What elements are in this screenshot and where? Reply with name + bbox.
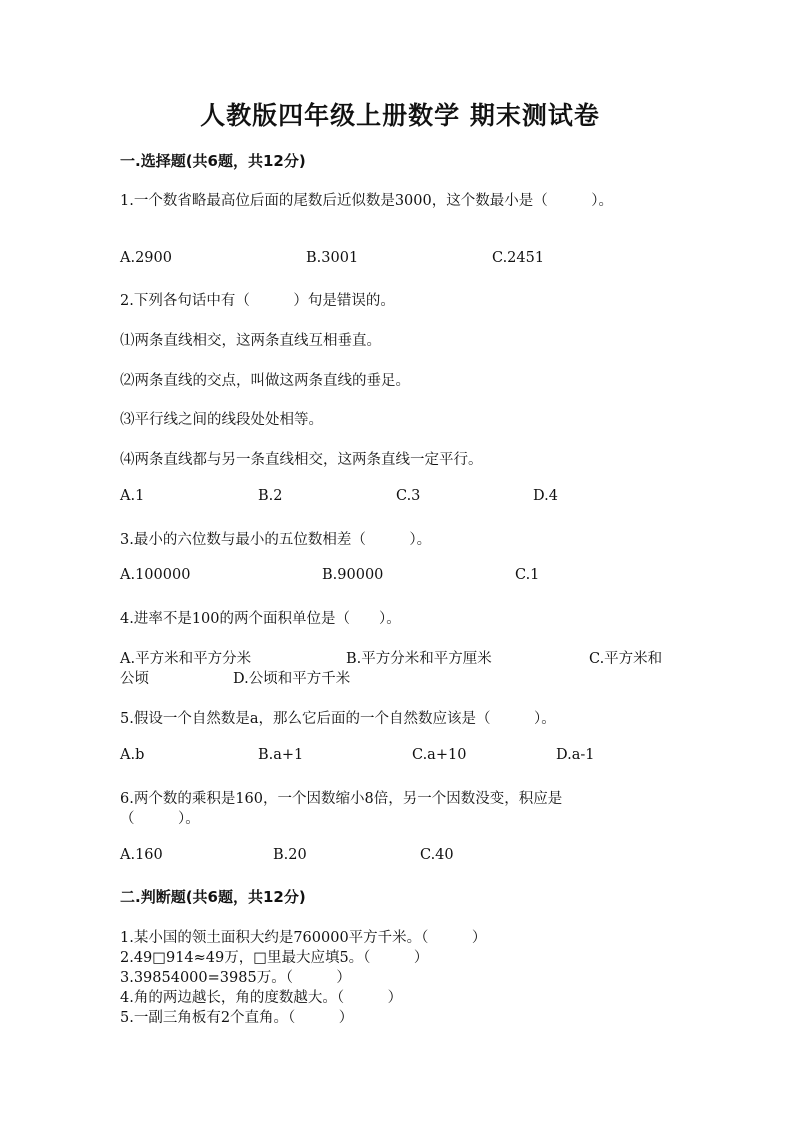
option-d: D.4 — [533, 488, 558, 504]
option-c: C.a+10 — [412, 747, 467, 763]
page-title: 人教版四年级上册数学 期末测试卷 — [200, 101, 600, 130]
option-c: C.平方米和 — [589, 651, 663, 667]
option-a: A.2900 — [120, 250, 172, 266]
option-b: B.a+1 — [258, 747, 304, 763]
section-heading-true-false: 二.判断题(共6题，共12分) — [120, 888, 306, 906]
option-c-continued: 公顷 — [120, 671, 149, 687]
question-stem: 6.两个数的乘积是160，一个因数缩小8倍，另一个因数没变，积应是 — [120, 791, 563, 807]
option-c: C.3 — [396, 488, 421, 504]
option-b: B.20 — [273, 847, 307, 863]
statement-4: ⑷两条直线都与另一条直线相交，这两条直线一定平行。 — [120, 452, 483, 468]
option-b: B.3001 — [306, 250, 359, 266]
option-a: A.160 — [120, 847, 163, 863]
option-c: C.1 — [515, 567, 540, 583]
question-stem: 3.最小的六位数与最小的五位数相差（ ）。 — [120, 532, 432, 548]
option-b: B.90000 — [322, 567, 384, 583]
option-b: B.平方分米和平方厘米 — [346, 651, 492, 667]
option-a: A.b — [120, 747, 145, 763]
option-d: D.a-1 — [556, 747, 595, 763]
judgement-item: 1.某小国的领土面积大约是760000平方千米。（ ） — [120, 930, 487, 946]
option-c: C.2451 — [492, 250, 545, 266]
question-stem: 5.假设一个自然数是a，那么它后面的一个自然数应该是（ ）。 — [120, 711, 556, 727]
option-a: A.平方米和平方分米 — [120, 651, 252, 667]
question-stem: 4.进率不是100的两个面积单位是（ ）。 — [120, 611, 401, 627]
judgement-item: 5.一副三角板有2个直角。（ ） — [120, 1010, 354, 1026]
option-d: D.公顷和平方千米 — [233, 671, 351, 687]
question-stem-continued: （ ）。 — [120, 811, 200, 827]
judgement-item: 2.49□914≈49万，□里最大应填5。（ ） — [120, 950, 429, 966]
statement-3: ⑶平行线之间的线段处处相等。 — [120, 412, 323, 428]
judgement-item: 4.角的两边越长，角的度数越大。（ ） — [120, 990, 403, 1006]
question-stem: 1.一个数省略最高位后面的尾数后近似数是3000，这个数最小是（ ）。 — [120, 193, 613, 209]
section-heading-choice: 一.选择题(共6题，共12分) — [120, 152, 306, 170]
option-c: C.40 — [420, 847, 454, 863]
option-a: A.100000 — [120, 567, 191, 583]
option-a: A.1 — [120, 488, 145, 504]
statement-1: ⑴两条直线相交，这两条直线互相垂直。 — [120, 333, 381, 349]
question-stem: 2.下列各句话中有（ ）句是错误的。 — [120, 293, 395, 309]
option-b: B.2 — [258, 488, 283, 504]
statement-2: ⑵两条直线的交点，叫做这两条直线的垂足。 — [120, 373, 410, 389]
judgement-item: 3.39854000=3985万。（ ） — [120, 970, 351, 986]
